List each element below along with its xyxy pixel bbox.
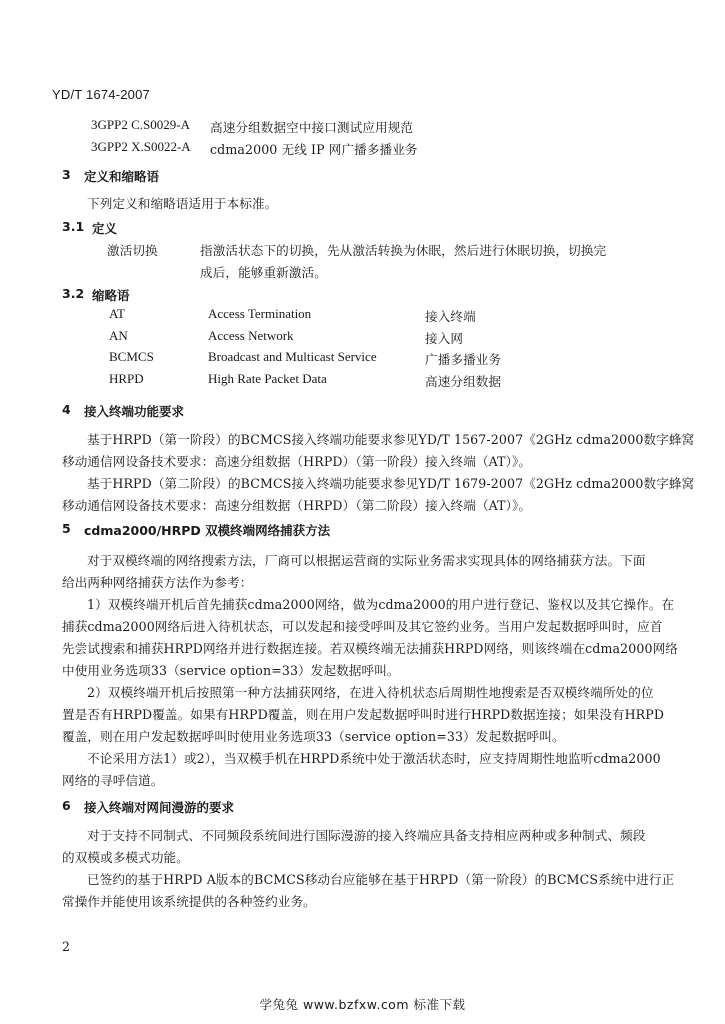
section-3-title: 定义和缩略语 xyxy=(84,169,160,184)
section-5-text-line: 对于双模终端的网络搜索方法，厂商可以根据运营商的实际业务需求实现具体的网络捕获方法。下面 xyxy=(87,553,646,568)
section-3-1-title: 定义 xyxy=(92,221,118,236)
section-3-2-title: 缩略语 xyxy=(92,288,130,303)
section-3-intro: 下列定义和缩略语适用于本标准。 xyxy=(87,196,278,211)
section-5-title: cdma2000/HRPD 双模终端网络捕获方法 xyxy=(84,523,331,538)
section-5-text-line: 覆盖，则在用户发起数据呼叫时使用业务选项33（service option=33）发起数据呼叫。 xyxy=(62,729,565,744)
section-5-text-line: 网络的寻呼信道。 xyxy=(62,773,164,788)
section-5-text-line: 中使用业务选项33（service option=33）发起数据呼叫。 xyxy=(62,663,400,678)
abbr-code: BCMCS xyxy=(109,349,154,364)
section-4-title: 接入终端功能要求 xyxy=(84,404,185,419)
abbr-chinese: 高速分组数据 xyxy=(425,374,502,389)
ref-title-2: cdma2000 无线 IP 网广播多播业务 xyxy=(210,142,418,157)
section-5-text-line: 不论采用方法1）或2），当双模手机在HRPD系统中处于激活状态时，应支持周期性地监听cdma2000 xyxy=(87,751,661,766)
section-5-text-line: 2）双模终端开机后按照第一种方法捕获网络，在进入待机状态后周期性地搜索是否双模终端所处的位 xyxy=(87,685,654,700)
abbr-code: AN xyxy=(109,328,128,343)
section-4-text-line: 移动通信网设备技术要求：高速分组数据（HRPD）（第一阶段）接入终端（AT）》。 xyxy=(62,454,532,469)
abbr-english: High Rate Packet Data xyxy=(208,371,327,386)
abbr-chinese: 广播多播业务 xyxy=(425,352,502,367)
section-6-text-line: 常操作并能使用该系统提供的各种签约业务。 xyxy=(62,894,316,909)
definition-term: 激活切换 xyxy=(107,243,158,258)
section-3-1-number: 3.1 xyxy=(62,219,85,234)
section-5-text-line: 先尝试搜索和捕获HRPD网络并进行数据连接。若双模终端无法捕获HRPD网络，则该终端在cdma2000网络 xyxy=(62,641,678,656)
definition-text-line-1: 指激活状态下的切换，先从激活转换为休眠，然后进行休眠切换，切换完 xyxy=(200,243,607,258)
definition-text-line-2: 成后，能够重新激活。 xyxy=(200,265,327,280)
page-number: 2 xyxy=(62,939,71,954)
abbr-english: Access Network xyxy=(208,328,294,343)
abbr-chinese: 接入网 xyxy=(425,331,464,346)
section-6-title: 接入终端对网间漫游的要求 xyxy=(84,800,235,815)
section-6-text-line: 已签约的基于HRPD A版本的BCMCS移动台应能够在基于HRPD（第一阶段）的BCMCS系统中进行正 xyxy=(87,872,675,887)
section-5-text-line: 捕获cdma2000网络后进入待机状态，可以发起和接受呼叫及其它签约业务。当用户发起数据呼叫时，应首 xyxy=(62,619,663,634)
abbr-code: HRPD xyxy=(109,371,144,386)
ref-code-1: 3GPP2 C.S0029-A xyxy=(91,117,190,132)
section-5-text-line: 给出两种网络捕获方法作为参考： xyxy=(62,575,253,590)
abbr-chinese: 接入终端 xyxy=(425,309,476,324)
section-3-number: 3 xyxy=(62,167,71,182)
section-5-text-line: 置是否有HRPD覆盖。如果有HRPD覆盖，则在用户发起数据呼叫时进行HRPD数据连接；如果没有HRPD xyxy=(62,707,665,722)
section-4-number: 4 xyxy=(62,402,71,417)
standard-id-header: YD/T 1674-2007 xyxy=(52,87,150,102)
section-5-text-line: 1）双模终端开机后首先捕获cdma2000网络，做为cdma2000的用户进行登记、鉴权以及其它操作。在 xyxy=(87,597,675,612)
section-3-2-number: 3.2 xyxy=(62,286,85,301)
abbr-english: Access Termination xyxy=(208,306,312,321)
ref-title-1: 高速分组数据空中接口测试应用规范 xyxy=(210,120,414,135)
section-4-text-line: 基于HRPD（第一阶段）的BCMCS接入终端功能要求参见YD/T 1567-2007《2GHz cdma2000数字蜂窝 xyxy=(87,432,695,447)
section-4-text-line: 移动通信网设备技术要求：高速分组数据（HRPD）（第二阶段）接入终端（AT）》。 xyxy=(62,498,532,513)
section-4-text-line: 基于HRPD（第二阶段）的BCMCS接入终端功能要求参见YD/T 1679-2007《2GHz cdma2000数字蜂窝 xyxy=(87,476,695,491)
site-footer-watermark: 学兔兔 www.bzfxw.com 标准下载 xyxy=(259,997,466,1012)
abbr-code: AT xyxy=(109,306,125,321)
ref-code-2: 3GPP2 X.S0022-A xyxy=(91,139,191,154)
section-6-number: 6 xyxy=(62,798,71,813)
abbr-english: Broadcast and Multicast Service xyxy=(208,349,377,364)
section-5-number: 5 xyxy=(62,521,71,536)
section-6-text-line: 对于支持不同制式、不同频段系统间进行国际漫游的接入终端应具备支持相应两种或多种制式、频段 xyxy=(87,828,646,843)
section-6-text-line: 的双模或多模式功能。 xyxy=(62,850,189,865)
